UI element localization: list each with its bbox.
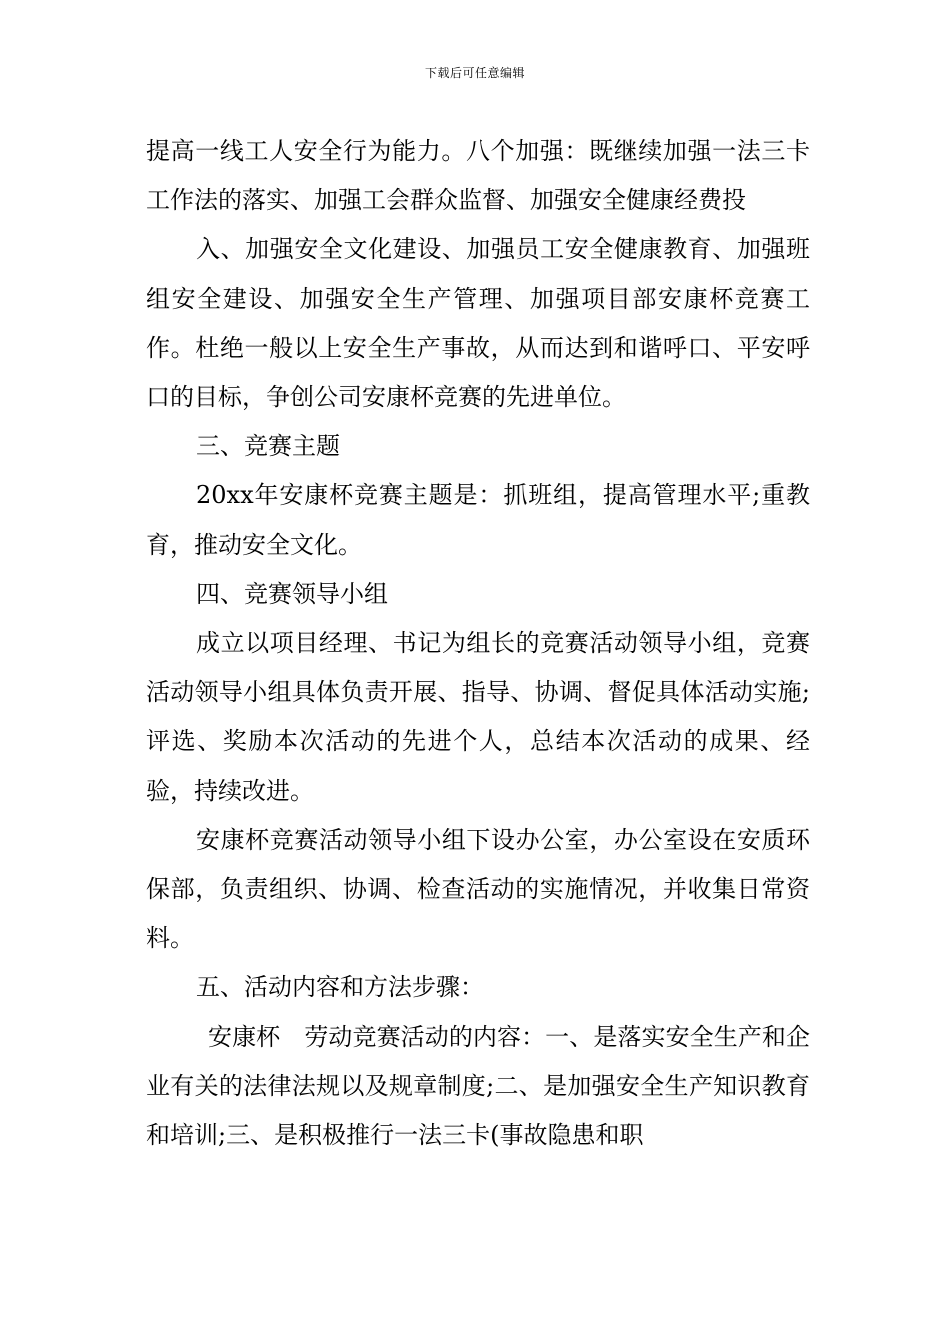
paragraph-leadership-group: 成立以项目经理、书记为组长的竞赛活动领导小组，竞赛活动领导小组具体负责开展、指导、协调、督促具体活动实施;评选、奖励本次活动的先进个人，总结本次活动的成果、经验，持续改进。 [146, 629, 810, 805]
paragraph-1: 提高一线工人安全行为能力。八个加强：既继续加强一法三卡工作法的落实、加强工会群众监督、加强安全健康经费投 [146, 137, 810, 215]
paragraph-2: 入、加强安全文化建设、加强员工安全健康教育、加强班组安全建设、加强安全生产管理、加强项目部安康杯竞赛工作。杜绝一般以上安全生产事故，从而达到和谐呼口、平安呼口的目标，争创公司安康杯竞赛的先进单位。 [146, 235, 810, 412]
paragraph-office: 安康杯竞赛活动领导小组下设办公室，办公室设在安质环保部，负责组织、协调、检查活动的实施情况，并收集日常资料。 [146, 825, 810, 953]
section-heading-3: 三、竞赛主题 [196, 432, 340, 461]
paragraph-activity-content: 安康杯 劳动竞赛活动的内容：一、是落实安全生产和企业有关的法律法规以及规章制度;二、是加强安全生产知识教育和培训;三、是积极推行一法三卡(事故隐患和职 [146, 1022, 810, 1150]
document-body [146, 127, 810, 1160]
section-heading-4: 四、竞赛领导小组 [196, 579, 388, 608]
paragraph-competition-theme: 20xx年安康杯竞赛主题是：抓班组，提高管理水平;重教育，推动安全文化。 [146, 481, 810, 559]
page-header: 下载后可任意编辑 [424, 66, 525, 80]
section-heading-5: 五、活动内容和方法步骤： [196, 973, 484, 1002]
